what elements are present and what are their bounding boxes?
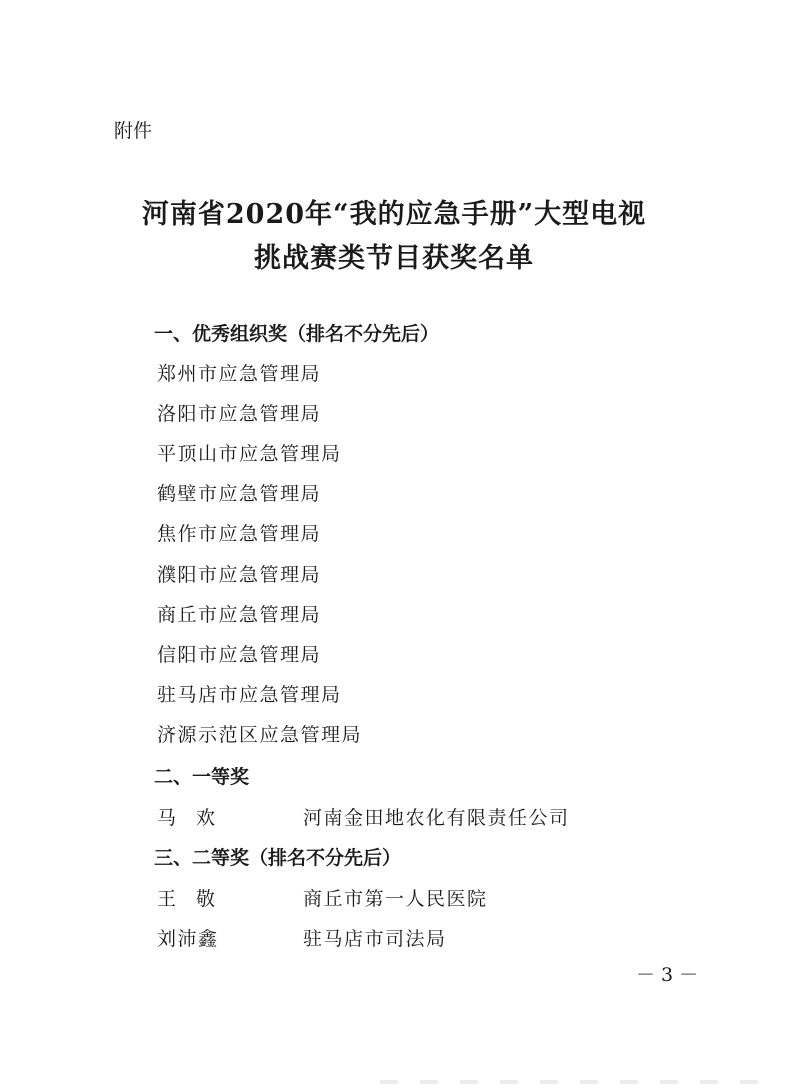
- section-heading-second-prize: 三、二等奖（排名不分先后）: [154, 847, 402, 869]
- list-item: 鹤壁市应急管理局: [157, 483, 322, 505]
- attachment-label: 附件: [114, 120, 153, 142]
- winner-name: 王敬: [157, 888, 236, 910]
- page-number: － 3 －: [636, 964, 699, 986]
- list-item: 焦作市应急管理局: [157, 523, 322, 545]
- list-item: 商丘市应急管理局: [157, 604, 322, 626]
- winner-organization: 商丘市第一人民医院: [303, 888, 488, 910]
- section-heading-organization-award: 一、优秀组织奖（排名不分先后）: [154, 323, 440, 345]
- list-item: 濮阳市应急管理局: [157, 564, 322, 586]
- winner-name: 刘沛鑫: [157, 928, 219, 950]
- list-item: 信阳市应急管理局: [157, 644, 322, 666]
- winner-organization: 驻马店市司法局: [303, 928, 447, 950]
- document-title-line-2: 挑战赛类节目获奖名单: [254, 243, 534, 274]
- winner-row: [157, 803, 570, 830]
- list-item: 济源示范区应急管理局: [157, 724, 363, 746]
- winner-organization: 河南金田地农化有限责任公司: [303, 807, 570, 829]
- section-heading-first-prize: 二、一等奖: [154, 766, 250, 788]
- list-item: 洛阳市应急管理局: [157, 403, 322, 425]
- scan-artifact: [380, 1080, 780, 1084]
- list-item: 郑州市应急管理局: [157, 363, 322, 385]
- winner-name: 马欢: [157, 807, 236, 829]
- list-item: 驻马店市应急管理局: [157, 684, 342, 706]
- document-title-line-1: 河南省2020年“我的应急手册”大型电视: [141, 199, 647, 230]
- winner-row: [157, 884, 488, 911]
- list-item: 平顶山市应急管理局: [157, 443, 342, 465]
- winner-row: [157, 924, 447, 951]
